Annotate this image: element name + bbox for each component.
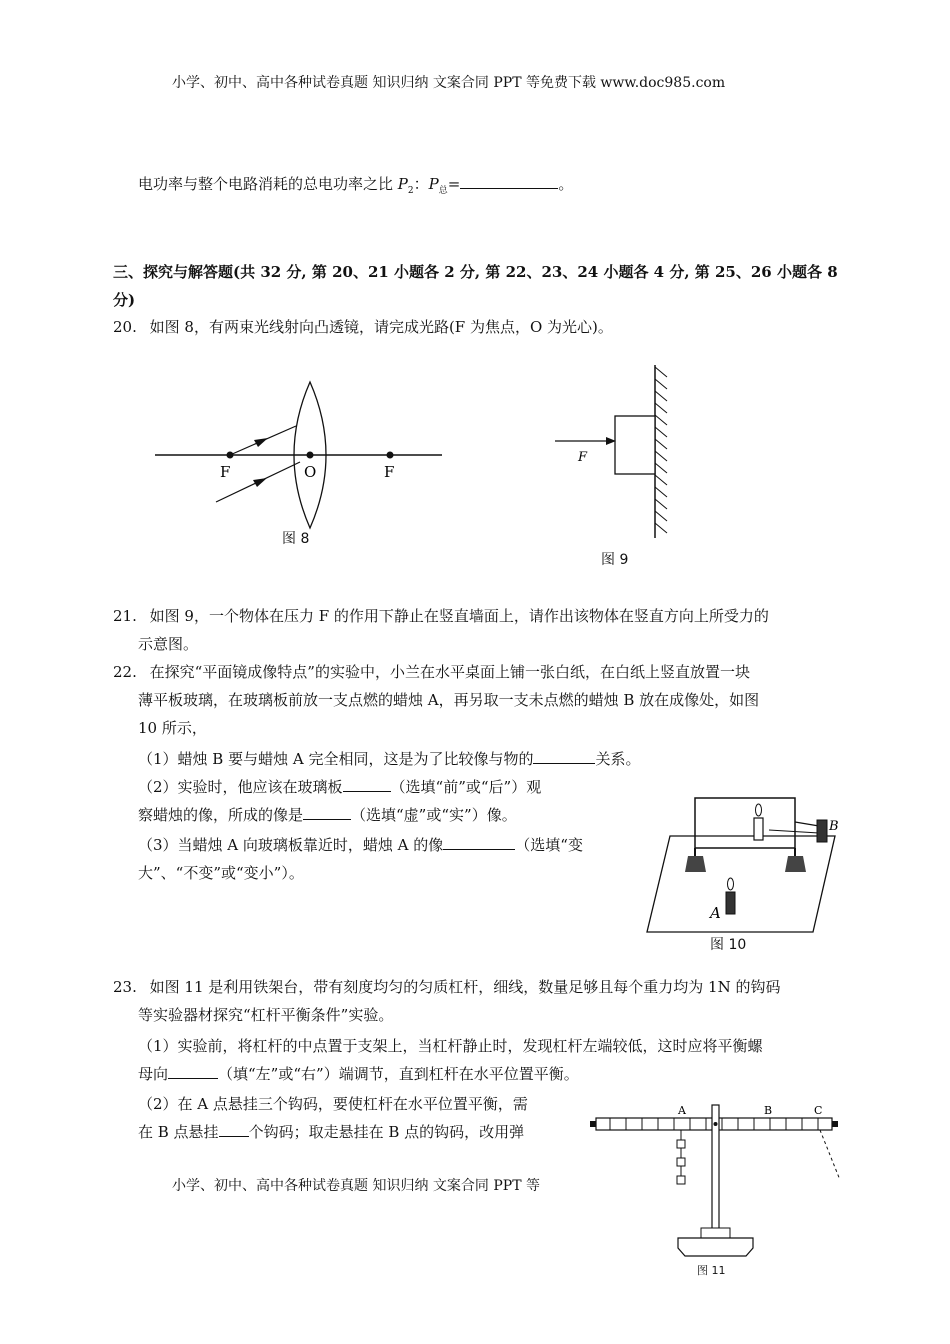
question-22 xyxy=(113,658,750,686)
part-text: （3）当蜡烛 A 向玻璃板靠近时，蜡烛 A 的像 xyxy=(138,836,444,854)
part-text: 母向 xyxy=(138,1065,169,1083)
p2-subscript: 2 xyxy=(407,186,414,196)
label-b: B xyxy=(829,819,839,834)
ptotal-subscript: 总 xyxy=(438,186,448,196)
candle-image-flame xyxy=(756,804,762,816)
label-o: O xyxy=(304,463,317,481)
answer-blank[interactable] xyxy=(460,172,558,189)
wall-hatching xyxy=(655,367,667,533)
part-text: （1）蜡烛 B 要与蜡烛 A 完全相同，这是为了比较像与物的 xyxy=(138,750,534,768)
p2-symbol: P xyxy=(397,175,408,193)
glass-stand-right xyxy=(785,856,806,872)
page-footer: 小学、初中、高中各种试卷真题 知识归纳 文案合同 PPT 等 xyxy=(172,1178,540,1194)
q22-part-3 xyxy=(138,831,583,859)
question-number: 20. xyxy=(113,318,137,336)
glass-stand-left xyxy=(685,856,706,872)
power-ratio-line xyxy=(138,170,573,205)
label-a: A xyxy=(710,904,721,922)
question-21 xyxy=(113,602,769,630)
ray-1-arrow xyxy=(254,438,268,447)
figure-9-wall-diagram xyxy=(550,363,675,543)
part-text: （2）实验时，他应该在玻璃板 xyxy=(138,778,343,796)
question-20 xyxy=(113,313,613,341)
candle-image xyxy=(754,818,763,840)
balance-nut-left xyxy=(590,1121,596,1127)
ratio-colon: ： xyxy=(413,175,429,193)
optical-center xyxy=(307,452,314,459)
figure-10-mirror-setup xyxy=(645,788,845,938)
q22-part-2 xyxy=(138,773,541,801)
ray-2-arrow xyxy=(253,478,267,487)
question-22-line2: 薄平板玻璃，在玻璃板前放一支点燃的蜡烛 A，再另取一支未点燃的蜡烛 B 放在成像处，如图 xyxy=(138,691,760,709)
part-text: 察蜡烛的像，所成的像是 xyxy=(138,806,304,824)
hook-weight xyxy=(677,1176,685,1184)
hook-weight xyxy=(677,1158,685,1166)
q23-part-1-cont xyxy=(138,1060,579,1088)
answer-blank[interactable] xyxy=(168,1062,218,1079)
question-21-cont: 示意图。 xyxy=(138,635,199,653)
figure-11-caption: 图 11 xyxy=(697,1264,726,1277)
q23-part-2-cont xyxy=(138,1118,524,1146)
section-heading: 三、探究与解答题(共 32 分, 第 20、21 小题各 2 分, 第 22、23、24 小题各 4 分, 第 25、26 小题各 8 xyxy=(113,263,838,281)
section-heading-cont: 分) xyxy=(113,291,136,309)
figure-8-caption: 图 8 xyxy=(282,531,310,547)
line-end: 。 xyxy=(558,175,574,193)
balance-nut-right xyxy=(832,1121,838,1127)
candle-b xyxy=(817,820,827,842)
question-text: 如图 11 是利用铁架台，带有刻度均匀的匀质杠杆，细线，数量足够且每个重力均为 1N 的钩码 xyxy=(149,978,781,996)
label-f-right: F xyxy=(384,463,395,481)
label-a: A xyxy=(678,1104,686,1117)
label-f-left: F xyxy=(220,463,231,481)
part-text-end: 个钩码；取走悬挂在 B 点的钩码，改用弹 xyxy=(248,1123,525,1141)
q22-part-1 xyxy=(138,745,641,773)
part-text-end: 关系。 xyxy=(595,750,641,768)
question-text: 如图 8，有两束光线射向凸透镜，请完成光路(F 为焦点，O 为光心)。 xyxy=(149,318,613,336)
figure-10-caption: 图 10 xyxy=(710,937,747,953)
question-23-line2: 等实验器材探究“杠杆平衡条件”实验。 xyxy=(138,1006,394,1024)
question-number: 21. xyxy=(113,607,137,625)
figure-8-lens-diagram xyxy=(150,380,450,550)
figure-11-lever-stand xyxy=(588,1100,844,1280)
page-header: 小学、初中、高中各种试卷真题 知识归纳 文案合同 PPT 等免费下载 www.doc985.com xyxy=(172,75,726,91)
label-b: B xyxy=(764,1104,773,1117)
question-text: 在探究“平面镜成像特点”的实验中，小兰在水平桌面上铺一张白纸，在白纸上竖直放置一块 xyxy=(149,663,750,681)
stand-base xyxy=(678,1238,753,1256)
q22-part-3-cont: 大”、“不变”或“变小”）。 xyxy=(138,864,304,882)
answer-blank[interactable] xyxy=(443,833,515,850)
stand-clamp xyxy=(701,1228,730,1238)
q23-part-2: （2）在 A 点悬挂三个钩码，要使杠杆在水平位置平衡，需 xyxy=(138,1095,528,1113)
equals-sign: = xyxy=(447,175,461,193)
part-text-end: （选填“前”或“后”）观 xyxy=(390,778,542,796)
q23-part-1: （1）实验前，将杠杆的中点置于支架上，当杠杆静止时，发现杠杆左端较低，这时应将平衡螺 xyxy=(138,1037,763,1055)
answer-blank[interactable] xyxy=(303,803,351,820)
white-paper xyxy=(647,836,835,932)
part-text-end: （选填“虚”或“实”）像。 xyxy=(351,806,517,824)
part-text-end: （填“左”或“右”）端调节，直到杠杆在水平位置平衡。 xyxy=(218,1065,579,1083)
part-text-end: （选填“变 xyxy=(515,836,583,854)
question-22-line3: 10 所示， xyxy=(138,719,207,737)
power-ratio-text: 电功率与整个电路消耗的总电功率之比 xyxy=(138,175,398,193)
focal-point-right xyxy=(387,452,394,459)
question-text: 如图 9，一个物体在压力 F 的作用下静止在竖直墙面上，请作出该物体在竖直方向上所受力的 xyxy=(149,607,769,625)
block xyxy=(615,416,655,474)
candle-a xyxy=(726,892,735,914)
answer-blank[interactable] xyxy=(533,747,595,764)
part-text: 在 B 点悬挂 xyxy=(138,1123,219,1141)
spring-scale-line xyxy=(820,1130,840,1180)
ptotal-symbol: P xyxy=(428,175,439,193)
question-number: 23. xyxy=(113,978,137,996)
pivot xyxy=(714,1122,718,1126)
force-label: F xyxy=(578,450,588,465)
hook-weight xyxy=(677,1140,685,1148)
figure-9-caption: 图 9 xyxy=(601,552,629,568)
q22-part-2-cont xyxy=(138,801,517,829)
label-c: C xyxy=(814,1104,823,1117)
question-23 xyxy=(113,973,780,1001)
answer-blank[interactable] xyxy=(219,1120,249,1137)
answer-blank[interactable] xyxy=(343,775,391,792)
question-number: 22. xyxy=(113,663,137,681)
